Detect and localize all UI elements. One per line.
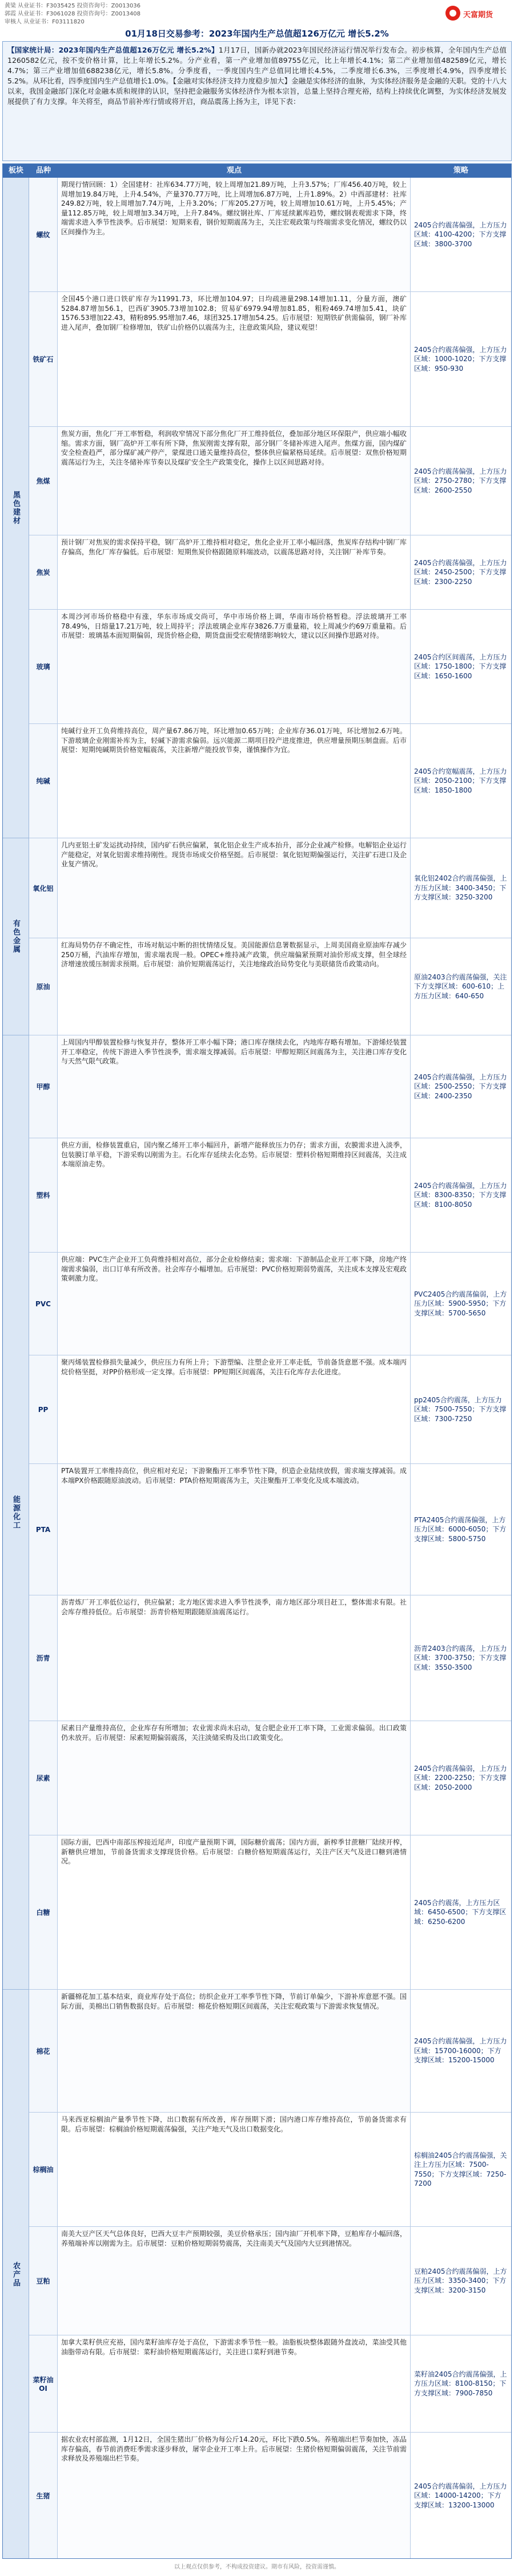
table-row [29, 838, 511, 938]
item-view: 上周国内甲醇装置检修与恢复并存，整体开工率小幅下降；港口库存继续去化，内地库存略有增加。下游烯烃装置开工率稳定，传统下游进入季节性淡季，需求端支撑减弱。后市展望：甲醇短期区间震荡为主，关注港口库存变化与天然气限气政策。 [58, 1035, 411, 1138]
item-name: 焦炭 [29, 535, 58, 609]
intro-summary [2, 41, 512, 161]
item-strategy: 2405合约震荡偏强，上方压力区域：8300-8350；下方支撑区域：8100-8050 [414, 1181, 507, 1209]
item-view: 供应方面，检修装置重启，国内聚乙烯开工率小幅回升，新增产能释放压力仍存；需求方面，农膜需求进入淡季，包装膜订单平稳，下游采购以刚需为主。石化库存延续去化态势。后市展望：塑料价格短期维持区间震荡，关注成本端原油走势。 [58, 1138, 411, 1252]
item-view: 马来西亚棕榈油产量季节性下降，出口数据有所改善，库存预期下滑；国内港口库存维持高位，节前备货需求有限。后市展望：棕榈油价格短期震荡偏强，关注产地天气及出口数据变化。 [58, 2113, 411, 2226]
table-row [29, 427, 511, 535]
table-row [29, 1464, 511, 1595]
company-logo [445, 5, 508, 22]
item-view: 期现行情回顾：1）全国建材：社库634.77万吨，较上周增加21.89万吨，上升3.57%；厂库456.40万吨，较上周增加19.84万吨，上升4.54%，产量370.77万吨，比上周增加6.87万吨，上升1.89%。2）中西部建材：社库249.82万吨，较上周增加7.74万吨，上升3.20%；厂库205.27万吨，较上周增加10.61万吨，上升5.45%；产量112.85万吨，较上周增加3.34万吨，上升7.84%。螺纹钢社库、厂库延续累库趋势，螺纹钢表观需求下降，终端需求进入季节性淡季。后市展望：短期来看，钢价短期震荡为主，关注宏观政策与终端需求变化情况，螺纹仍以区间操作为主。 [58, 178, 411, 291]
item-strategy: 2405合约震荡偏强，上方压力区域：2750-2780；下方支撑区域：2600-2550 [414, 467, 507, 494]
item-name: 尿素 [29, 1721, 58, 1835]
item-strategy: pp2405合约震荡，上方压力区域：7500-7550；下方支撑区域：7300-7250 [414, 1395, 507, 1423]
item-view: 加拿大菜籽供应充裕，国内菜籽油库存处于高位，下游需求季节性一般。油脂板块整体跟随外盘波动，菜油受其他油脂带动有限。后市展望：菜籽油价格短期震荡运行，关注进口菜籽到港节奏。 [58, 2335, 411, 2432]
item-view: 聚丙烯装置检修损失量减少，供应压力有所上升；下游塑编、注塑企业开工率走低，节前备货意愿不强。成本端丙烷价格坚挺，对PP价格形成一定支撑。后市展望：PP短期区间震荡，关注石化库存去化进度。 [58, 1355, 411, 1463]
item-strategy: 2405合约震荡偏强，上方压力区域：2500-2550；下方支撑区域：2400-2350 [414, 1073, 507, 1100]
item-view: 纯碱行业开工负荷维持高位，周产量67.86万吨，环比增加0.65万吨；企业库存36.01万吨，环比增加2.6万吨。下游玻璃企业刚需补库为主，轻碱下游需求偏弱。远兴能源二期项目投产进度推进，供应增量预期压制盘面。后市展望：短期纯碱期货价格宽幅震荡，关注新增产能投放节奏，谨慎操作为宜。 [58, 724, 411, 838]
item-name: PVC [29, 1253, 58, 1355]
item-name: 原油 [29, 938, 58, 1035]
item-strategy: 原油2403合约震荡偏强，关注下方支撑区域：600-610；上方压力区域：640-650 [414, 973, 507, 1000]
item-strategy: 沥青2403合约震荡，上方压力区域：3700-3750；下方支撑区域：3550-3500 [414, 1644, 507, 1671]
reference-table [2, 163, 512, 2559]
item-view: 全国45个港口进口铁矿库存为11991.73，环比增加104.97；日均疏港量298.14增加1.11，分量方面，澳矿5284.87增加56.1，巴西矿3905.73增加102.8；贸易矿6979.94增加81.85，粗粉469.74增加5.41，块矿1576.53增加22.43，精粉895.95增加7.46，球团325.17增加54.25。后市展望：短期铁矿供需偏弱，钢厂补库进入尾声，叠加钢厂检修增加，铁矿山价格仍以震荡为主，注意政策风险，建议观望！ [58, 292, 411, 426]
intro-lead: 【国家统计局：2023年国内生产总值超126万亿元 增长5.2%】 [7, 46, 219, 54]
item-view: 几内亚铝土矿发运扰动持续，国内矿石供应偏紧，氧化铝企业生产成本抬升，部分企业减产检修。电解铝企业运行产能稳定，对氧化铝需求维持刚性。现货市场成交价格坚挺。后市展望：氧化铝短期偏强运行，关注矿石进口及企业复产情况。 [58, 838, 411, 938]
item-strategy: 2405合约震荡偏弱，上方压力区域：2200-2250；下方支撑区域：2050-2000 [414, 1764, 507, 1791]
item-name: 生猪 [29, 2433, 58, 2559]
item-view: 新疆棉花加工基本结束，商业库存处于高位；纺织企业开工率季节性下降，节前订单偏少，下游补库意愿不强。国际方面，美棉出口销售数据良好。后市展望：棉花价格短期区间震荡，关注宏观政策与下游需求恢复情况。 [58, 1990, 411, 2112]
item-name: 甲醇 [29, 1035, 58, 1138]
item-name: PP [29, 1355, 58, 1463]
item-name: 铁矿石 [29, 292, 58, 426]
reviewer-info: 审核人 从业证书：F03111820 [5, 19, 85, 25]
item-view: 国际方面，巴西中南部压榨接近尾声，印度产量预期下调，国际糖价震荡；国内方面，新榨季甘蔗糖厂陆续开榨，新糖供应增加，节前备货需求支撑现货价格。后市展望：白糖价格短期震荡运行，关注产区天气及进口糖到港情况。 [58, 1835, 411, 1989]
item-view: 供应端：PVC生产企业开工负荷维持相对高位，部分企业检修结束；需求端：下游制品企业开工率下降，房地产终端需求偏弱，出口订单有所改善。社会库存小幅增加。后市展望：PVC价格短期弱势震荡，关注成本支撑及宏观政策刺激力度。 [58, 1253, 411, 1355]
top-header [0, 0, 514, 26]
header-item: 品种 [35, 166, 51, 175]
item-view: 据农业农村部监测，1月12日，全国生猪出厂价格为每公斤14.20元，环比下跌0.5%。养殖端出栏节奏加快，冻品库存偏高，春节前消费旺季需求逐步释放，屠宰企业开工率上升。后市展望：生猪价格短期偏弱震荡，关注节前需求释放及养殖端出栏节奏。 [58, 2433, 411, 2559]
item-name: 氧化铝 [29, 838, 58, 938]
item-name: 玻璃 [29, 610, 58, 723]
table-row [29, 178, 511, 292]
table-row [29, 292, 511, 427]
item-strategy: 棕榈油2405合约震荡偏强，关注上方压力区域：7500-7550；下方支撑区域：7250-7200 [414, 2151, 507, 2187]
item-view: PTA装置开工率维持高位，供应相对充足；下游聚酯开工率季节性下降，织造企业陆续放假，需求端支撑减弱。成本端PX价格跟随原油波动。后市展望：PTA价格短期震荡为主，关注聚酯开工率变化及成本端波动。 [58, 1464, 411, 1595]
header-strategy: 策略 [453, 166, 468, 175]
item-strategy: PVC2405合约震荡偏弱，上方压力区域：5900-5950；下方支撑区域：5700-5650 [414, 1290, 507, 1317]
logo-name: 天富期货 [463, 11, 493, 19]
item-strategy: 2405合约区间震荡，上方压力区域：1750-1800；下方支撑区域：1650-1600 [414, 653, 507, 680]
item-strategy: 2405合约震荡偏强，上方压力区域：15700-16000；下方支撑区域：15200-15000 [414, 2037, 507, 2065]
sector-ferrous: 黑色建材 [3, 178, 29, 838]
table-row [29, 2113, 511, 2227]
item-name: 焦煤 [29, 427, 58, 535]
item-strategy: PTA2405合约震荡偏强，上方压力区域：6000-6050；下方支撑区域：5800-5750 [414, 1515, 507, 1543]
logo-mark-icon [445, 6, 460, 21]
sector-energy-chemical: 能源化工 [3, 1035, 29, 1990]
item-strategy: 2405合约宽幅震荡，上方压力区域：2050-2100；下方支撑区域：1850-1800 [414, 767, 507, 794]
table-header [3, 164, 511, 178]
table-row [29, 938, 511, 1035]
item-strategy: 2405合约震荡，上方压力区域：6450-6500；下方支撑区域：6250-6200 [414, 1898, 507, 1926]
sector-agricultural: 农产品 [3, 1990, 29, 2559]
item-view: 沥青炼厂开工率低位运行，供应偏紧；北方地区需求进入季节性淡季，南方地区部分项目赶工，整体需求有限。社会库存维持低位。后市展望：沥青价格短期跟随原油震荡运行。 [58, 1595, 411, 1721]
table-row [29, 1138, 511, 1253]
table-row [29, 1595, 511, 1721]
item-view: 红海局势仍存不确定性，市场对航运中断的担忧情绪反复。美国能源信息署数据显示，上周美国商业原油库存减少250万桶，汽油库存增加，需求端表现一般。OPEC+维持减产政策，供应端偏紧预期对油价形成支撑，但全球经济增速放缓压制需求预期。后市展望：油价短期震荡运行，关注地缘政治局势变化与美联储货币政策动向。 [58, 938, 411, 1035]
sector-nonferrous: 有色金属 [3, 838, 29, 1035]
item-strategy: 2405合约震荡偏弱，上方压力区域：14000-14200；下方支撑区域：13200-13000 [414, 2482, 507, 2509]
table-row [29, 610, 511, 724]
header-sector: 板块 [8, 166, 23, 175]
item-name: 纯碱 [29, 724, 58, 838]
item-strategy: 菜籽油2405合约震荡偏强，上方压力区域：8100-8150；下方支撑区域：7900-7850 [414, 2370, 507, 2397]
analyst-info: 黄梁 从业证书：F3035425 投资咨询号：Z0013036 [5, 3, 141, 9]
table-row [29, 2433, 511, 2559]
table-row [29, 1035, 511, 1138]
table-row [29, 1835, 511, 1990]
item-name: 沥青 [29, 1595, 58, 1721]
page-title: 01月18日交易参考：2023年国内生产总值超126万亿元 增长5.2% [125, 29, 389, 39]
table-row [29, 2335, 511, 2433]
table-row [29, 535, 511, 610]
item-name: 白糖 [29, 1835, 58, 1989]
item-strategy: 2405合约震荡偏强，上方压力区域：4100-4200；下方支撑区域：3800-3700 [414, 221, 507, 248]
item-strategy: 2405合约震荡偏强，上方压力区域：2450-2500；下方支撑区域：2300-2250 [414, 558, 507, 586]
table-row [29, 1253, 511, 1355]
item-view: 南美大豆产区天气总体良好，巴西大豆丰产预期较强，美豆价格承压；国内油厂开机率下降，豆粕库存小幅回落，养殖端补库以刚需为主。后市展望：豆粕价格短期弱势震荡，关注南美天气及国内大豆到港情况。 [58, 2227, 411, 2335]
table-row [29, 1990, 511, 2113]
intro-text: 1月17日，国新办就2023年国民经济运行情况举行发布会。初步核算，全年国内生产总值1260582亿元，按不变价格计算，比上年增长5.2%。分产业看，第一产业增加值89755亿元，比上年增长4.1%；第二产业增加值482589亿元，增长4.7%；第三产业增加值688238亿元，增长5.8%。分季度看，一季度国内生产总值同比增长4.5%，二季度增长6.3%，三季度增长4.9%，四季度增长5.2%。从环比看，四季度国内生产总值增长1.0%。【金融对实体经济支持力度稳步加大】金融是实体经济的血脉，为实体经济服务是金融的天职。党的十八大以来，我国金融部门深化对金融本质和规律的认识，坚持把金融服务实体经济作为根本宗旨，总量上坚持合理充裕，结构上持续优化调整，为实体经济发展发展提供了有力支撑。年关将至，商品节前补库行情或将开启，商品震荡上扬为主，详见下表： [7, 46, 507, 106]
disclaimer-footer: 以上观点仅供参考，不构成投资建议。期市有风险，投资需谨慎。 [174, 2564, 340, 2570]
item-name: 棕榈油 [29, 2113, 58, 2226]
table-row [29, 724, 511, 838]
table-row [29, 1355, 511, 1464]
item-name: PTA [29, 1464, 58, 1595]
item-name: 塑料 [29, 1138, 58, 1252]
item-name: 豆粕 [29, 2227, 58, 2335]
table-row [29, 1721, 511, 1835]
item-view: 预计钢厂对焦炭的需求保持平稳，钢厂高炉开工维持相对稳定，焦化企业开工率小幅回落，焦炭库存结构中钢厂库存偏高，焦化厂库存偏低。后市展望：短期焦炭价格跟随原料端波动，以震荡思路对待，关注钢厂补库节奏。 [58, 535, 411, 609]
item-view: 本周沙河市场价格稳中有涨，华东市场成交尚可，华中市场价格上调，华南市场价格暂稳。浮法玻璃开工率78.49%，日熔量17.21万吨，较上周持平；浮法玻璃企业库存3826.7万重量箱，较上周减少约69万重量箱。后市展望：玻璃基本面短期偏弱，现货价格企稳，期货盘面受宏观情绪影响较大，建议以区间操作思路对待。 [58, 610, 411, 723]
item-strategy: 2405合约震荡偏强，上方压力区域：1000-1020；下方支撑区域：950-930 [414, 345, 507, 373]
item-name: 菜籽油OI [29, 2335, 58, 2432]
item-name: 棉花 [29, 1990, 58, 2112]
item-view: 尿素日产量维持高位，企业库存有所增加；农业需求尚未启动，复合肥企业开工率下降，工业需求偏弱。出口政策仍未放开。后市展望：尿素短期偏弱震荡，关注淡储采购及出口政策变化。 [58, 1721, 411, 1835]
analyst-info-2: 郭霞 从业证书：F3061028 投资咨询号：Z0013408 [5, 11, 141, 17]
item-name: 螺纹 [29, 178, 58, 291]
item-strategy: 豆粕2405合约震荡偏弱，上方压力区域：3350-3400；下方支撑区域：3200-3150 [414, 2267, 507, 2294]
item-view: 焦炭方面，焦化厂开工率暂稳，利润收窄情况下部分焦化厂开工维持低位，叠加部分地区环保限产，供应端小幅收缩。需求方面，钢厂高炉开工率有所下降，焦炭刚需支撑有限，部分钢厂冬储补库进入尾声。焦煤方面，国内煤矿安全检查趋严，部分煤矿减产停产，蒙煤进口通关量维持高位，整体供应偏紧格局延续。后市展望：双焦价格短期震荡运行为主，关注冬储补库节奏以及煤矿安全生产政策变化，操作上以区间思路对待。 [58, 427, 411, 535]
header-view: 观点 [226, 166, 242, 175]
item-strategy: 氧化铝2402合约震荡偏强，上方压力区域：3400-3450；下方支撑区域：3250-3200 [414, 874, 507, 902]
table-row [29, 2227, 511, 2335]
